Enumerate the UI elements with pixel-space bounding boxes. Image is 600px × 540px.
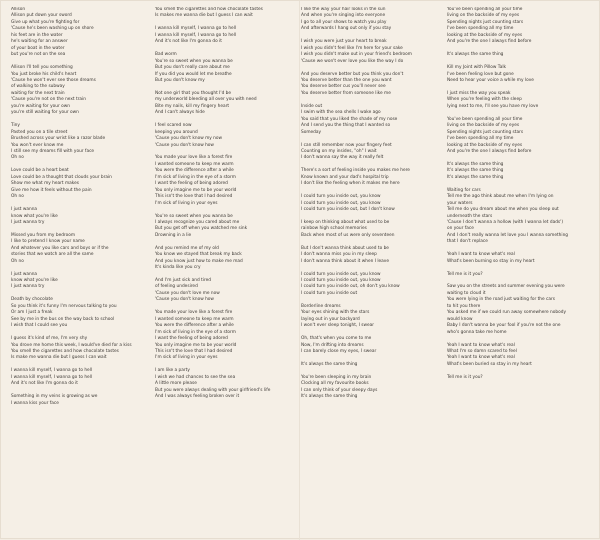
lyrics-column-1: Allison Allison put down your sword Give up what you're fighting for 'Cause he's been washing up on shore his feet are in the water he's waiting for an answer of your boat in the water but you're not on the sea Allison I'll tell you something You just broke his child's heart 'Cause he won't ever see those dreams of walking to the subway waiting for the next train 'Cause you're not on the next train you're waiting for your own you're still waiting for your own Tiny Pasted you on a tile street Brushed across your wrist like a razor blade You won't ever know me I still see my dreams fill with your face Oh no Love could be a heart beat Love could be a thought that clouds your brain Show me what my heart makes Give me how it feels without the pain Oh no I just wanna know what you're like I just wanna try Missed you from my bedroom I like to pretend I know your name And whatever you like cars and boys or if the stories that we watch are all the same Oh no I just wanna know what you're like I just wanna try Death by chocolate So you think it's funny I'm nervous talking to you Or am I just a freak See by me in the bus on the way back to school I wish that I could see you I guess it's kind of me, I'm very shy You drove me home this week, I would've died for a kiss You smell the cigarettes and how chocolate tastes Is make me wanna die but I guess I can wait I wanna kill myself, I wanna go to hell I wanna kill myself, I wanna go to hell And it's not like I'm gonna do it Something in my veins is growing as we I wanna kiss your face xyxy=(11,7,132,406)
lyrics-column-2: You smell the cigarettes and how chocolate tastes Is makes me wanna die but I guess I can wait I wanna kill myself, I wanna go to hell I wanna kill myself, I wanna go to hell And it's not like I'm gonna do it Bad worm You're so sweet when you wanna be But you don't really care about me If you did you would let me breathe But you don't know my Not one girl that you thought I'd be my underworld bleeding all over you with need Bite my nails, kill my fingery heart And I can't always hide I feel scared now keeping you around 'Cause you don't know my now 'Cause you don't know how You made your love like a forest fire I wanted someone to keep me warm You were the difference after a while I'm sick of living in the eye of a storm I want the feeling of being adored You only imagine me to be your world This isn't the love that I had desired I'm sick of living in your eyes You're so sweet when you wanna be I always recognize you cared about me But you get off when you watched me sink Drowning in a lie And you remind me of my old You know we stayed that break my back And you know just how to make me mad It's kinda like you cry And I'm just sick and tired of feeling undesired 'Cause you don't love me now 'Cause you don't know how You made your love like a forest fire I wanted someone to keep me warm You were the difference after a while I'm sick of living in the eye of a storm I want the feeling of being adored You only imagine me to be your world This isn't the love that I had desired I'm sick of living in your eyes I am like a party I wish we had chances to see the sea A little more please But you were always dealing with your girlfriend's life And I was always feeling broken over it xyxy=(155,7,271,400)
page-fold xyxy=(299,1,300,540)
lyrics-column-4: You've been spending all your time living on the backside of my eyes Spending nights just counting stars I've been spending all my time looking at the backside of my eyes And you're the one I always find before It's always the same thing Kill my Joint with Pillow Talk I've been feeling love but gone Need to hear your voice a while my love I just miss the way you speak When you're feeling with the sleep lying next to me, I'll see you have my love You've been spending all your time living on the backside of my eyes Spending nights just counting stars I've been spending all my time looking at the backside of my eyes And you're the one I always find before It's always the same thing It's always the same thing It's always the same thing Waiting for cars Tell me the ago think about me when I'm lying on your waters Tell me do you dream about me when you sleep out underneath the stars 'Cause I don't wanna a hollow (with I wanna let dads') on your face And I don't really wanna let love you I wanna something that I don't replace Yeah I want to know what's real What's been burning so stay in my heart Tell me is it you? Saw you on the streets and summer evening you were waiting to cloud it You were lying in the road just waiting for the cars to hit you there You asked me if we could run away somewhere nobody would know Baby I don't wanna be your fool if you're not the one who's gonna take me home Yeah I want to know what's real What I'm so damn scared to feel Yeah I want to know what's real What's been buried so stay in my heart Tell me is it you? xyxy=(447,7,569,380)
lyrics-column-3: I like the way your hair looks in the sun And when you're singing into everyone I go to all your shows to watch you play And afterwards I hang out only if you stay I wish you were just your heart to break I wish you didn't feel like I'm here for your sake I wish you didn't make out in your friend's bedroom 'Cause we won't ever love you like the way I do And you deserve better but you think you don't You deserve better than the one you want You deserve better cus you'll never see You deserve better from someone like me Inside out I swim with the sea shells I wake ago You said that you liked the shade of my nose And I send you the thing that I wanted so Someday I can still remember now your fingery feet Counting on my insides, "oh" I wait I don't wanna say the way it really felt There's a sort of feeling inside you makes me here Know known and your dad's hospital trip I don't like the feeling when it makes me here I could turn you inside out, you know I could turn you inside out, you know I could turn you inside out, but I don't know I keep on thinking about what used to be rainbow high school memories Back when most of us were only seventeen But I don't wanna think about used to be I don't wanna miss you in my sleep I don't wanna think about it when I leave I could turn you inside out, you know I could turn you inside out, you know I could turn you inside out, oh don't you know I could turn you inside out Borderline dreams Your eyes shining with the stars laying out in your backyard I won't ever sleep tonight, I swear Oh, that's when you come to me Now, I'm drifting into dreams I can barely close my eyes, I swear It's always the same thing You're been sleeping in my brain Clocking all my favourite books I can only think of your sleepy days It's always the same thing xyxy=(301,7,412,400)
